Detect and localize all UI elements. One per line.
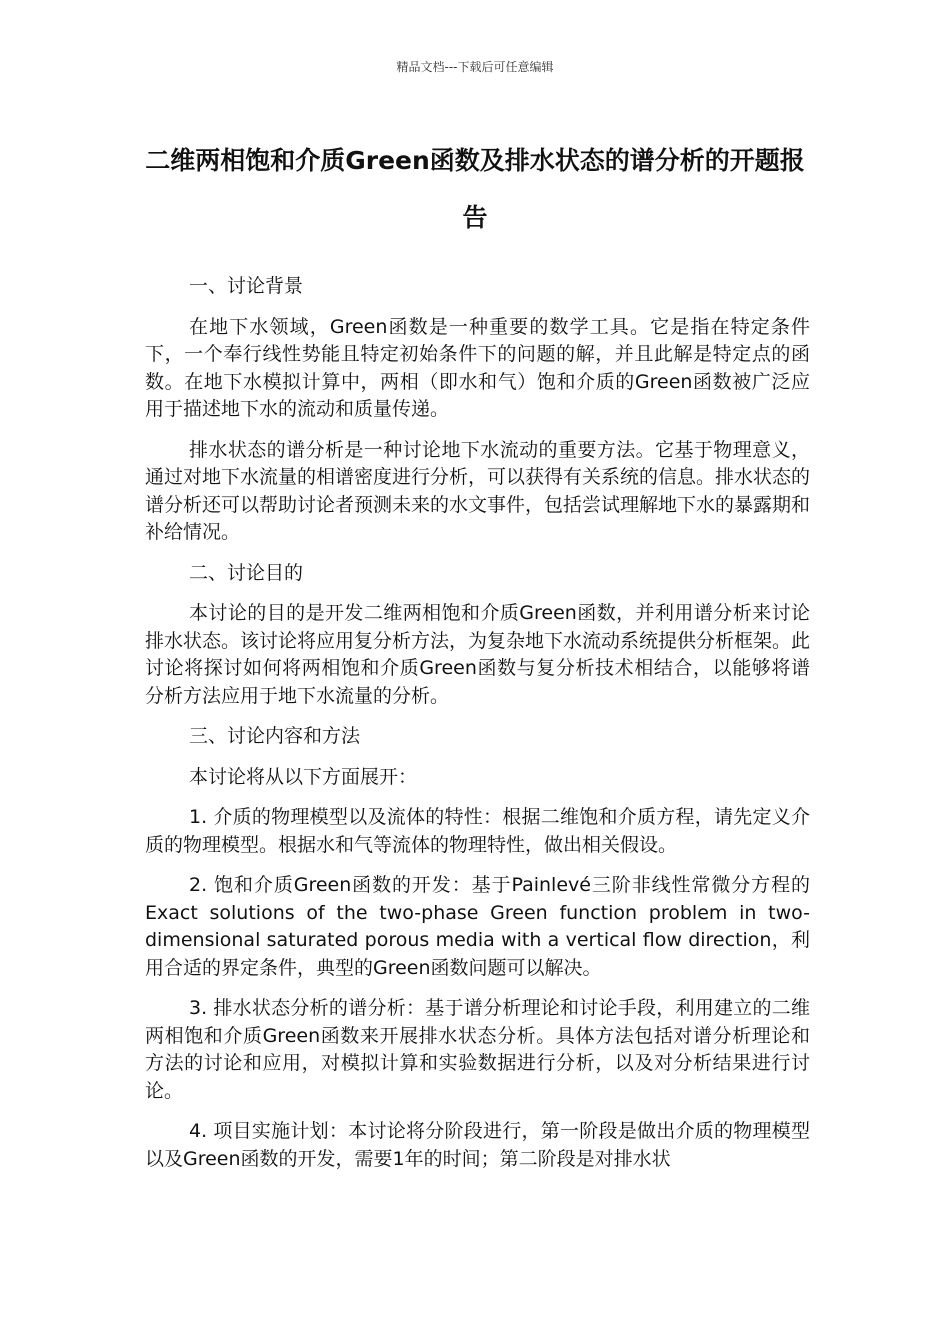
document-title: 二维两相饱和介质Green函数及排水状态的谱分析的开题报告 [145,146,805,232]
list-item-2: 2. 饱和介质Green函数的开发：基于Painlevé三阶非线性常微分方程的Exact solutions of the two-phase Green function problem in two-dimensional saturated porous media with a vertical flow direction，利用合适的界定条件，典型的Green函数问题可以解决。 [145,874,810,979]
list-item-3: 3. 排水状态分析的谱分析：基于谱分析理论和讨论手段，利用建立的二维两相饱和介质Green函数来开展排水状态分析。具体方法包括对谱分析理论和方法的讨论和应用，对模拟计算和实验数据进行分析，以及对分析结果进行讨论。 [145,997,810,1102]
section-heading-purpose: 二、讨论目的 [189,561,304,584]
document-body [145,273,810,1186]
paragraph-purpose: 本讨论的目的是开发二维两相饱和介质Green函数，并利用谱分析来讨论排水状态。该讨论将应用复分析方法，为复杂地下水流动系统提供分析框架。此讨论将探讨如何将两相饱和介质Green函数与复分析技术相结合，以能够将谱分析方法应用于地下水流量的分析。 [145,602,811,707]
paragraph-background-1: 在地下水领域，Green函数是一种重要的数学工具。它是指在特定条件下，一个奉行线性势能且特定初始条件下的问题的解，并且此解是特定点的函数。在地下水模拟计算中，两相（即水和气）饱和介质的Green函数被广泛应用于描述地下水的流动和质量传递。 [145,315,810,420]
header-note: 精品文档---下载后可任意编辑 [396,60,554,74]
section-heading-background: 一、讨论背景 [189,275,304,297]
section-heading-methods: 三、讨论内容和方法 [189,725,361,747]
list-item-4: 4. 项目实施计划：本讨论将分阶段进行，第一阶段是做出介质的物理模型以及Green函数的开发，需要1年的时间；第二阶段是对排水状 [145,1120,810,1170]
list-item-1: 1. 介质的物理模型以及流体的特性：根据二维饱和介质方程，请先定义介质的物理模型。根据水和气等流体的物理特性，做出相关假设。 [145,806,810,856]
paragraph-methods-intro: 本讨论将从以下方面展开： [189,765,418,788]
paragraph-background-2: 排水状态的谱分析是一种讨论地下水流动的重要方法。它基于物理意义，通过对地下水流量的相谱密度进行分析，可以获得有关系统的信息。排水状态的谱分析还可以帮助讨论者预测未来的水文事件，包括尝试理解地下水的暴露期和补给情况。 [145,438,811,543]
